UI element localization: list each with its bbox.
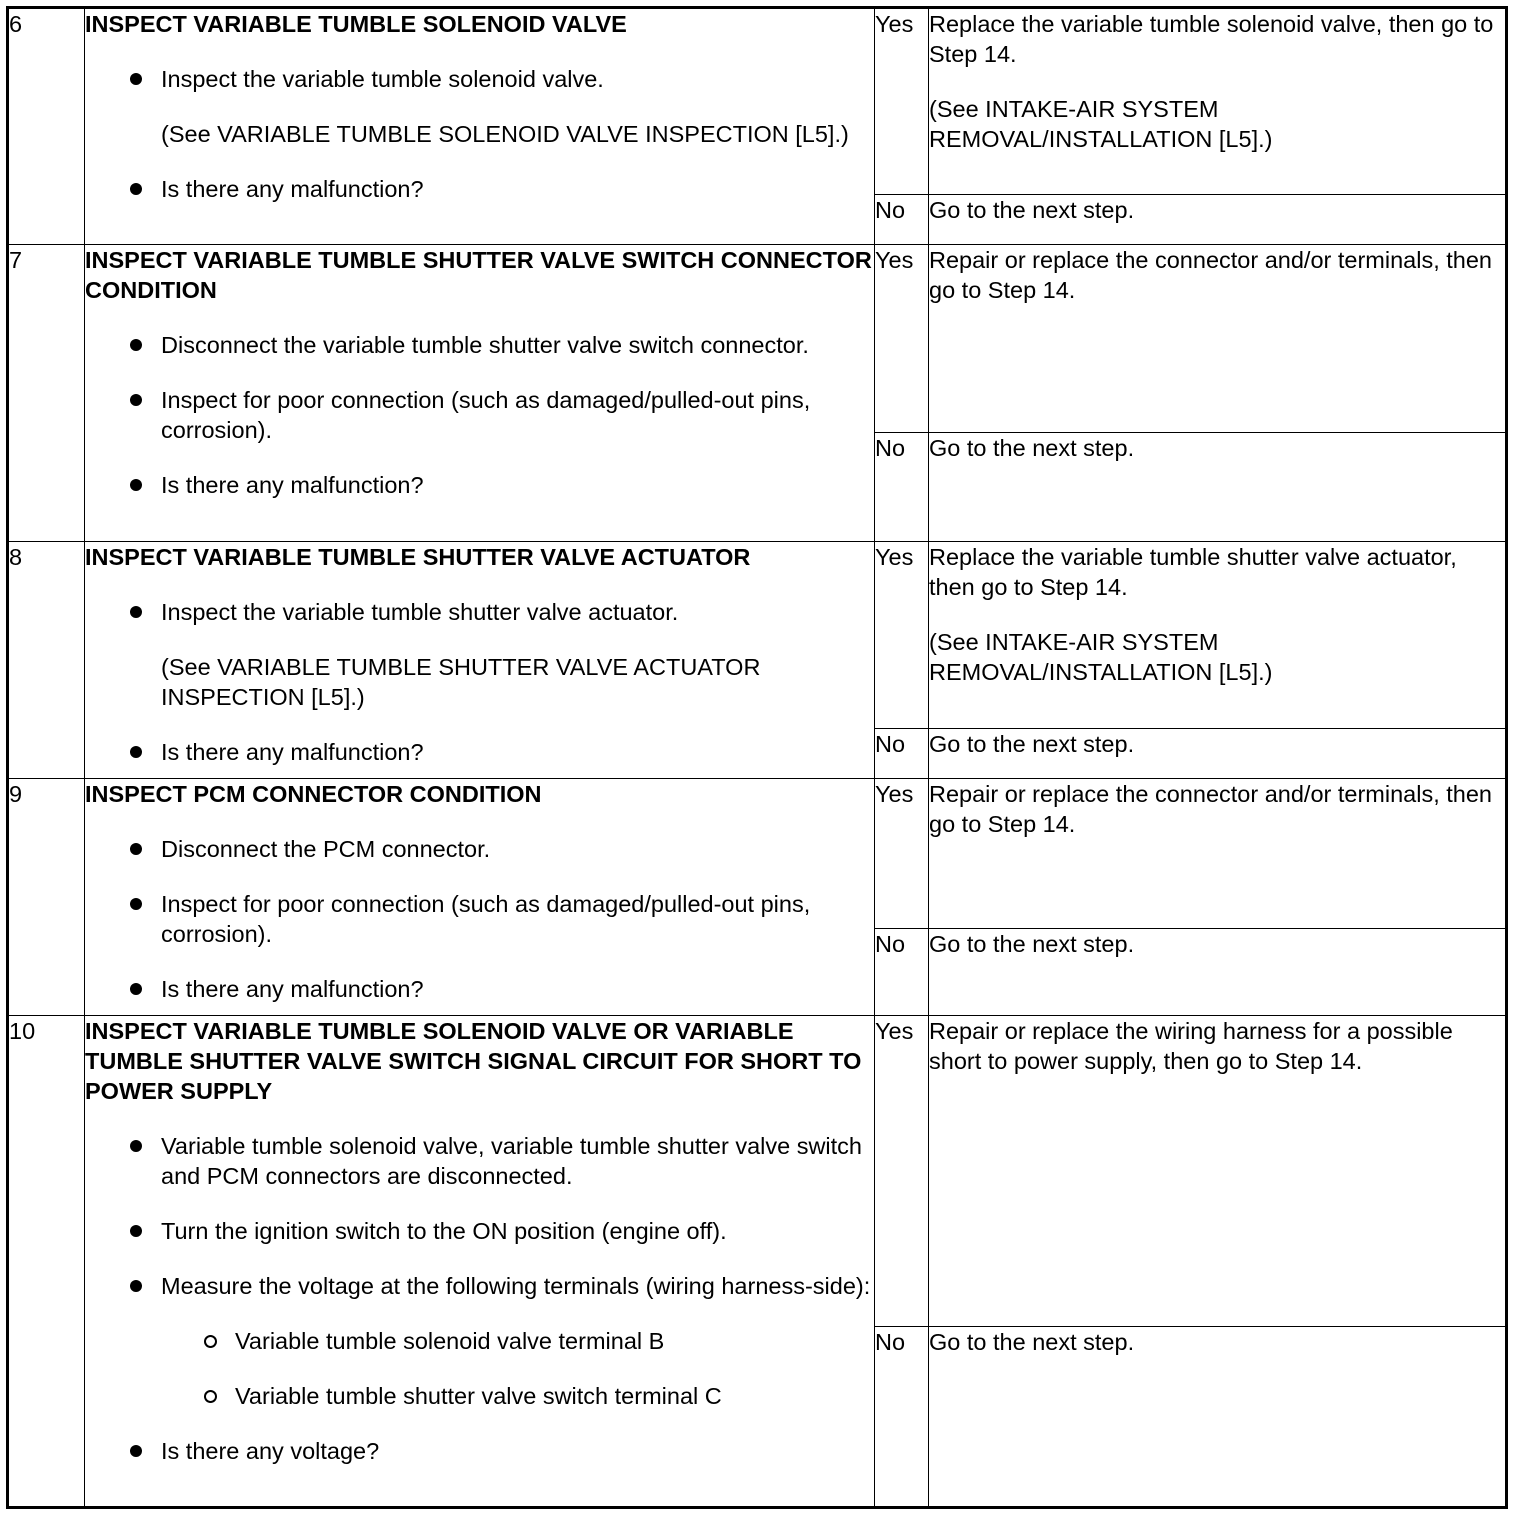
no-action-text: Go to the next step.: [929, 1327, 1507, 1508]
no-action-text: Go to the next step.: [929, 929, 1507, 1016]
no-action-text: Go to the next step.: [929, 195, 1507, 245]
list-item: Is there any malfunction?: [85, 174, 874, 204]
no-action-text: Go to the next step.: [929, 433, 1507, 542]
bullet-text: Measure the voltage at the following terminals (wiring harness-side):: [161, 1273, 871, 1299]
step-number: 10: [8, 1016, 85, 1508]
step-action-cell: [85, 779, 875, 1016]
result-yes-label: Yes: [875, 8, 929, 195]
yes-action-cell: [929, 8, 1507, 195]
step-title: INSPECT PCM CONNECTOR CONDITION: [85, 781, 542, 807]
result-yes-label: Yes: [875, 779, 929, 929]
list-item: Disconnect the PCM connector.: [85, 834, 874, 864]
list-item: Inspect for poor connection (such as damaged/pulled-out pins, corrosion).: [85, 889, 874, 949]
step-title: INSPECT VARIABLE TUMBLE SOLENOID VALVE OR VARIABLE TUMBLE SHUTTER VALVE SWITCH SIGNAL CIRCUIT FOR SHORT TO POWER SUPPLY: [85, 1018, 862, 1104]
list-item: Inspect for poor connection (such as damaged/pulled-out pins, corrosion).: [85, 385, 874, 445]
list-item: [85, 64, 874, 149]
bullet-list: [85, 834, 874, 1004]
yes-action-text: Repair or replace the connector and/or terminals, then go to Step 14.: [929, 779, 1507, 929]
step-8-yes-row: [8, 542, 1507, 729]
step-action-cell: [85, 8, 875, 245]
result-no-label: No: [875, 1327, 929, 1508]
step-title: INSPECT VARIABLE TUMBLE SHUTTER VALVE SWITCH CONNECTOR CONDITION: [85, 247, 872, 303]
bullet-list: [85, 64, 874, 204]
bullet-text: Inspect the variable tumble solenoid valve.: [161, 66, 604, 92]
result-yes-label: Yes: [875, 245, 929, 433]
yes-action-text: Repair or replace the wiring harness for a possible short to power supply, then go to Step 14.: [929, 1016, 1507, 1327]
result-no-label: No: [875, 929, 929, 1016]
list-item: Is there any voltage?: [85, 1436, 874, 1466]
step-number: 6: [8, 8, 85, 245]
step-10-yes-row: [8, 1016, 1507, 1327]
list-item: Turn the ignition switch to the ON position (engine off).: [85, 1216, 874, 1246]
list-item: Variable tumble solenoid valve, variable tumble shutter valve switch and PCM connectors are disconnected.: [85, 1131, 874, 1191]
step-6-yes-row: [8, 8, 1507, 195]
bullet-text: Inspect the variable tumble shutter valve actuator.: [161, 599, 679, 625]
list-item: Variable tumble solenoid valve terminal B: [85, 1326, 874, 1356]
step-action-cell: [85, 1016, 875, 1508]
terminal-list: [85, 1326, 874, 1411]
step-number: 7: [8, 245, 85, 542]
bullet-list: [85, 330, 874, 500]
diagnostic-steps-table: [6, 6, 1508, 1509]
step-9-yes-row: [8, 779, 1507, 929]
step-number: 8: [8, 542, 85, 779]
result-no-label: No: [875, 433, 929, 542]
list-item: Is there any malfunction?: [85, 470, 874, 500]
result-yes-label: Yes: [875, 1016, 929, 1327]
result-no-label: No: [875, 729, 929, 779]
list-item: [85, 597, 874, 712]
reference-note: (See VARIABLE TUMBLE SHUTTER VALVE ACTUATOR INSPECTION [L5].): [161, 654, 761, 710]
bullet-list: [85, 597, 874, 767]
list-item: Disconnect the variable tumble shutter valve switch connector.: [85, 330, 874, 360]
step-7-yes-row: [8, 245, 1507, 433]
no-action-text: Go to the next step.: [929, 729, 1507, 779]
yes-reference-note: (See INTAKE-AIR SYSTEM REMOVAL/INSTALLATION [L5].): [929, 629, 1273, 685]
yes-action-text: Replace the variable tumble solenoid valve, then go to Step 14.: [929, 11, 1494, 67]
yes-action-text: Repair or replace the connector and/or terminals, then go to Step 14.: [929, 245, 1507, 433]
yes-action-cell: [929, 542, 1507, 729]
bullet-list: [85, 1436, 874, 1466]
reference-note: (See VARIABLE TUMBLE SOLENOID VALVE INSPECTION [L5].): [161, 121, 849, 147]
step-action-cell: [85, 542, 875, 779]
bullet-list: [85, 1131, 874, 1301]
yes-reference-note: (See INTAKE-AIR SYSTEM REMOVAL/INSTALLATION [L5].): [929, 96, 1273, 152]
step-action-cell: [85, 245, 875, 542]
list-item: [85, 1271, 874, 1301]
list-item: Is there any malfunction?: [85, 737, 874, 767]
list-item: Variable tumble shutter valve switch terminal C: [85, 1381, 874, 1411]
step-title: INSPECT VARIABLE TUMBLE SOLENOID VALVE: [85, 11, 627, 37]
list-item: Is there any malfunction?: [85, 974, 874, 1004]
result-yes-label: Yes: [875, 542, 929, 729]
yes-action-text: Replace the variable tumble shutter valve actuator, then go to Step 14.: [929, 544, 1457, 600]
step-number: 9: [8, 779, 85, 1016]
step-title: INSPECT VARIABLE TUMBLE SHUTTER VALVE ACTUATOR: [85, 544, 751, 570]
result-no-label: No: [875, 195, 929, 245]
